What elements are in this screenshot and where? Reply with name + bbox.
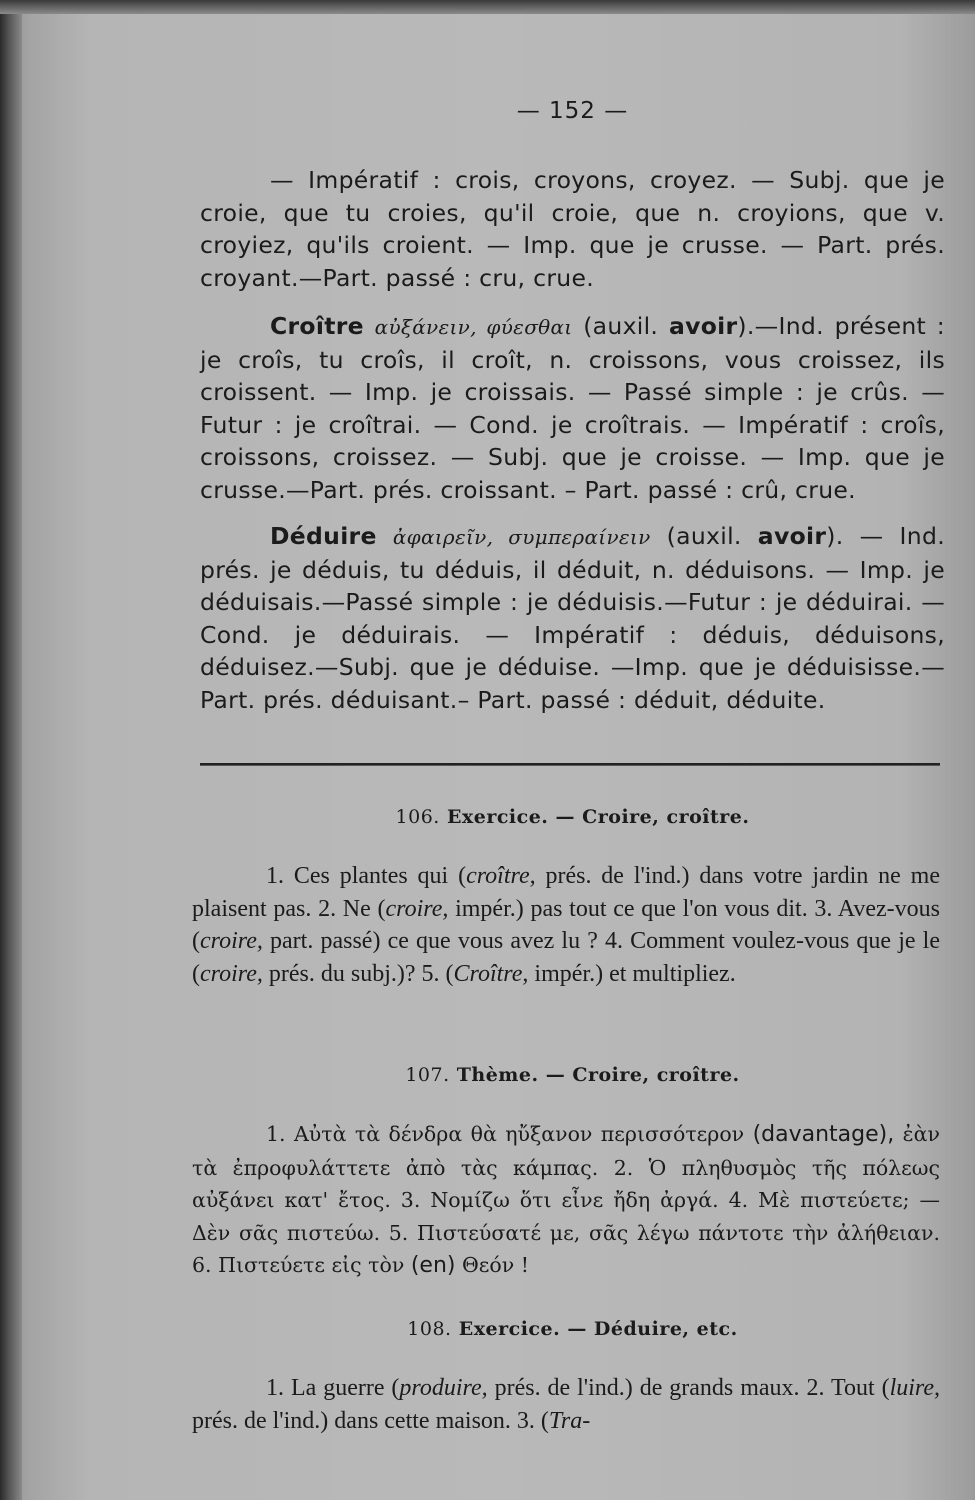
ex106-s1-rest: prés. de l'ind.) dans votre jardin ne me plaisent pas. 2. Ne ( — [192, 863, 940, 922]
ex106-s4-verb: croire, — [200, 960, 263, 987]
ex106-s5-rest: impér.) et multipliez. — [528, 960, 736, 987]
deduire-conjugation — [200, 520, 945, 716]
croitre-headword: Croître — [270, 312, 364, 340]
ex106-s3-rest: part. passé) ce que vous avez lu ? 4. Comment voulez-vous que je le ( — [192, 928, 940, 987]
ex108-s1: 1. La guerre ( — [266, 1375, 400, 1401]
exercise-108-heading — [200, 1318, 945, 1340]
exercise-108-title: Exercice. — Déduire, etc. — [458, 1318, 738, 1340]
ex106-s3-verb: croire, — [200, 928, 263, 954]
exercise-106-heading — [200, 806, 945, 828]
theme-107-text — [192, 1118, 940, 1283]
th107-gloss-1: (davantage), — [752, 1122, 895, 1147]
theme-107-title: Thème. — Croire, croître. — [456, 1064, 740, 1086]
th107-greek-2: ἐὰν τὰ ἐπροφυλάττετε ἀπὸ τὰς κάμπας. 2. Ὁ πληθυσμὸς τῆς πόλεως αὐξάνει κατ' ἔτος. 3. Νομίζω ὅτι εἶνε ἤδη ἀργά. 4. Μὲ πιστεύετε; — Δὲν σᾶς πιστεύω. 5. Πιστεύσατέ με, σᾶς λέγω πάντοτε τὴν ἀλήθειαν. 6. Πιστεύετε εἰς τὸν — [192, 1122, 940, 1277]
theme-107-number: 107. — [405, 1064, 450, 1086]
ex106-s1-verb: croître, — [466, 863, 536, 889]
deduire-greek: ἀφαιρεῖν, συμπεραίνειν — [392, 525, 651, 549]
th107-gloss-2: (en) — [410, 1253, 456, 1278]
page-top-shadow — [0, 0, 975, 14]
croitre-greek: αὐξάνειν, φύεσθαι — [374, 315, 573, 339]
th107-greek-1: 1. Αὐτὰ τὰ δένδρα θὰ ηὔξανον περισσότερον — [266, 1122, 753, 1146]
ex108-s1-rest: prés. de l'ind.) de grands maux. 2. Tout ( — [487, 1375, 890, 1401]
th107-greek-3: Θεόν ! — [455, 1253, 529, 1277]
croire-conjugation-tail — [200, 164, 945, 294]
ex108-s2-rest: prés. de l'ind.) dans cette maison. 3. ( — [192, 1407, 549, 1434]
page-binding-shadow — [0, 0, 22, 1500]
exercise-106-number: 106. — [395, 806, 440, 828]
theme-107-heading — [200, 1064, 945, 1086]
ex106-s2-verb: croire, — [385, 895, 449, 922]
deduire-aux-word: avoir — [757, 522, 827, 550]
croitre-aux-open: (auxil. — [583, 312, 669, 340]
deduire-headword: Déduire — [270, 522, 377, 550]
croitre-aux-word: avoir — [668, 312, 738, 340]
ex106-s2-rest: impér.) pas tout ce que l'on vous dit. 3. Avez-vous ( — [192, 895, 940, 954]
ex106-s4-rest: prés. du subj.)? 5. ( — [262, 960, 454, 987]
exercise-106-text — [192, 860, 940, 990]
ex108-s2-verb: luire, — [889, 1375, 940, 1401]
section-divider — [200, 763, 940, 766]
exercise-106-title: Exercice. — Croire, croître. — [446, 806, 750, 828]
deduire-body: ). — Ind. prés. je déduis, tu déduis, il déduit, n. déduisons. — Imp. je déduisais.—Passé simple : je déduisis.—Futur : je déduirai. —Cond. je déduirais. — Impératif : déduis, déduisons, déduisez.—Subj. que je déduise. —Imp. que je déduisisse.— Part. prés. déduisant.– Part. passé : déduit, déduite. — [200, 522, 945, 714]
croitre-body: ).—Ind. présent : je croîs, tu croîs, il croît, n. croissons, vous croissez, ils croissent. — Imp. je croissais. — Passé simple : je crûs. — Futur : je croîtrai. — Cond. je croîtrais. — Impératif : croîs, croissons, croissez. — Subj. que je croisse. — Imp. que je crusse.—Part. prés. croissant. – Part. passé : crû, crue. — [200, 312, 945, 504]
ex108-s3-verb: Tra- — [548, 1407, 591, 1434]
exercise-108-text — [192, 1372, 940, 1437]
croire-tail-text: — Impératif : crois, croyons, croyez. — Subj. que je croie, que tu croies, qu'il croie, que n. croyions, que v. croyiez, qu'ils croient. — Imp. que je crusse. — Part. prés. croyant.—Part. passé : cru, crue. — [200, 166, 945, 292]
deduire-aux-open: (auxil. — [666, 522, 758, 550]
ex108-s1-verb: produire, — [399, 1375, 488, 1401]
ex106-s1: 1. Ces plantes qui ( — [266, 863, 467, 889]
croitre-conjugation — [200, 310, 945, 506]
page-number: — 152 — — [516, 98, 629, 124]
exercise-108-number: 108. — [407, 1318, 452, 1340]
ex106-s5-verb: Croître, — [453, 960, 529, 987]
